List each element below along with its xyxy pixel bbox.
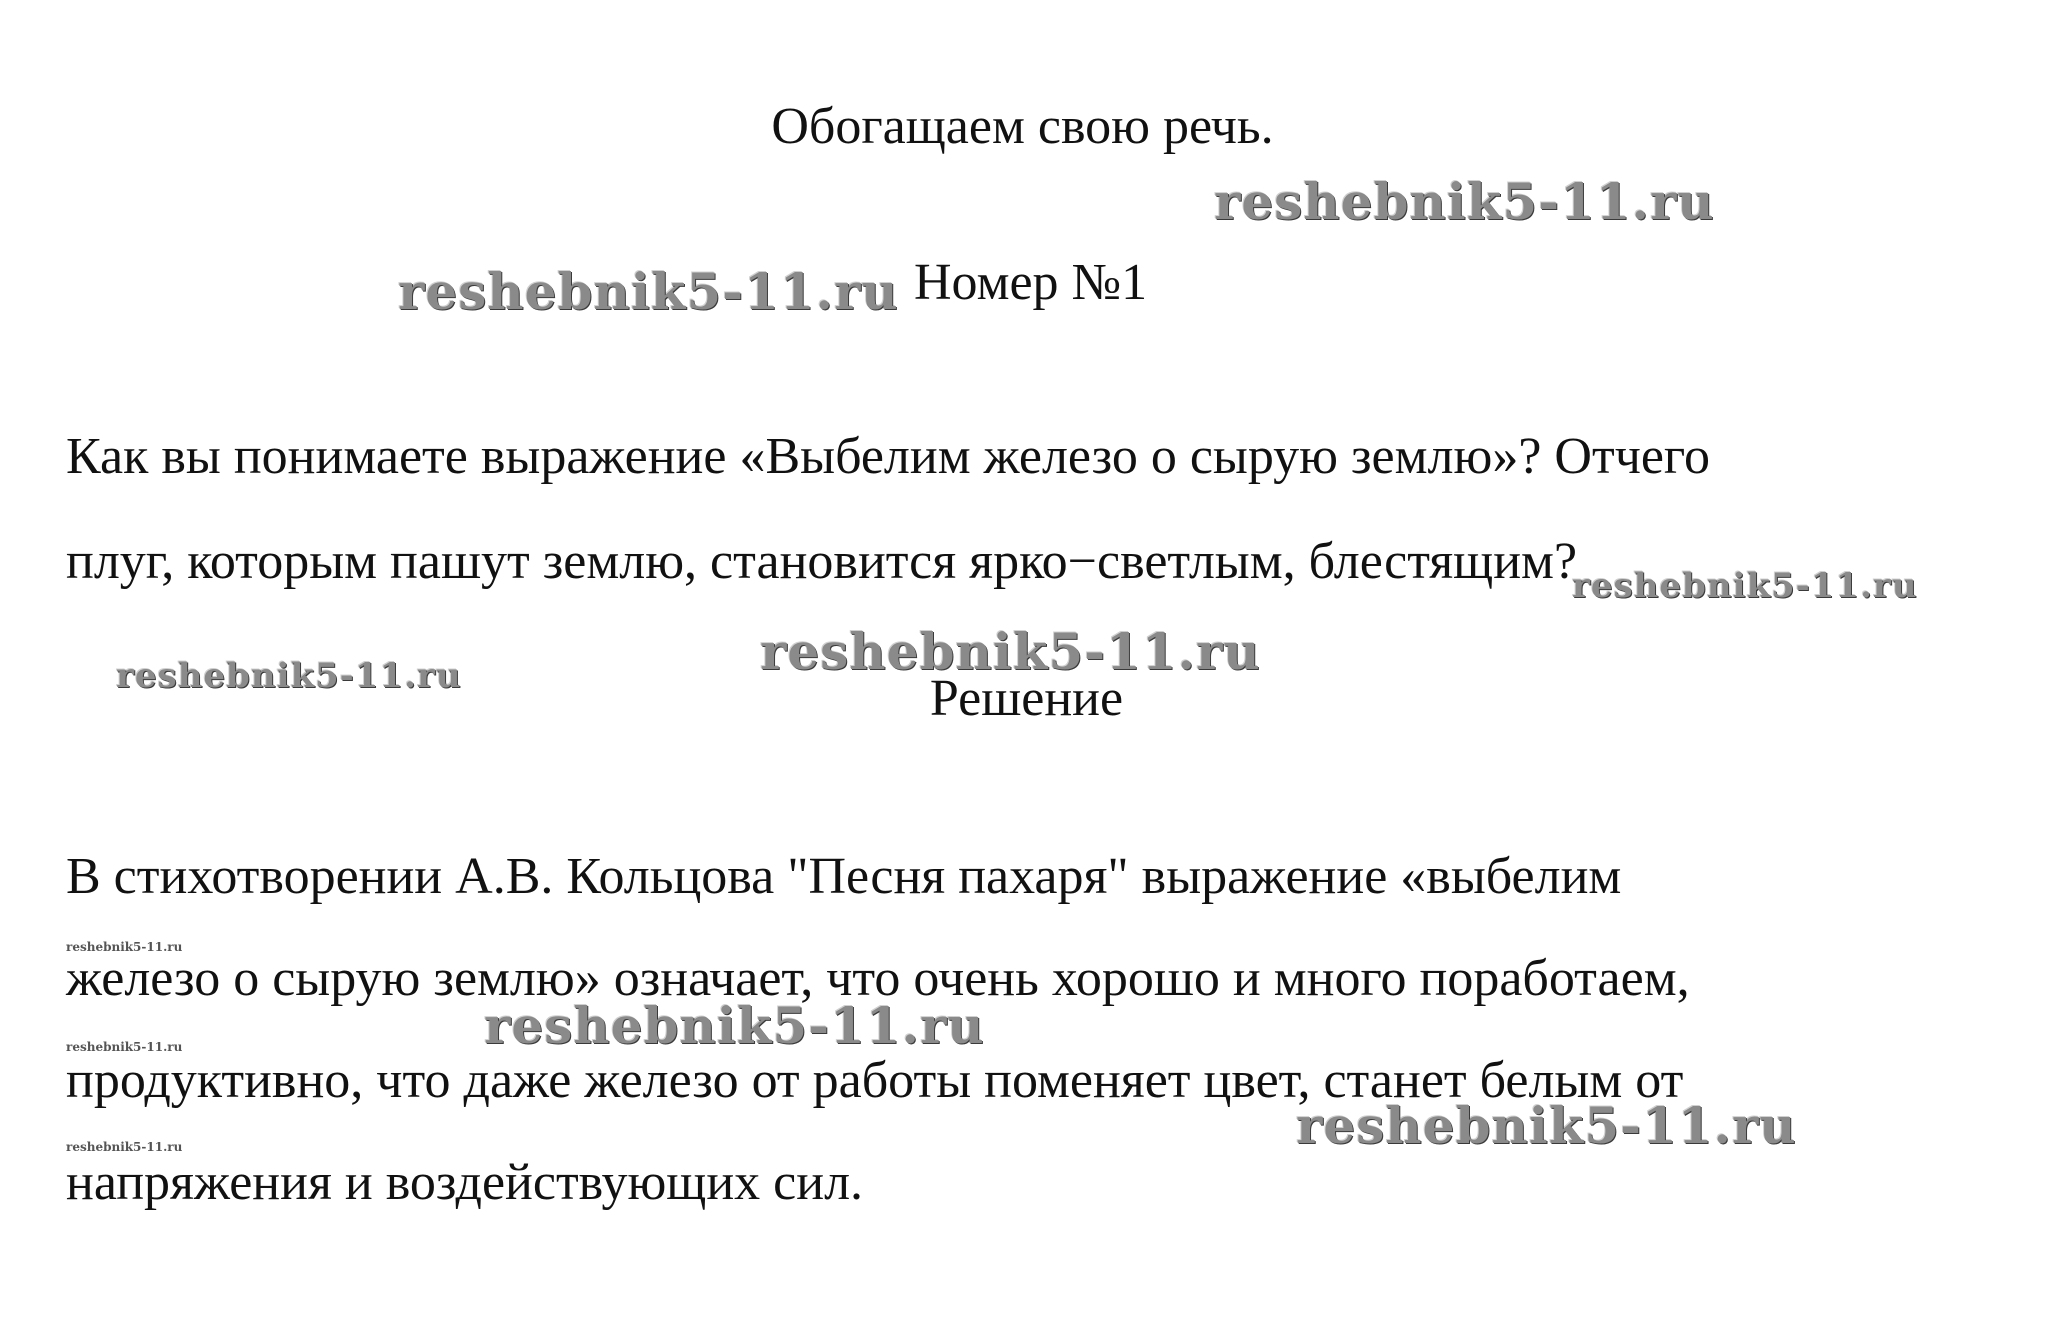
watermark: reshebnik5-11.ru — [760, 622, 1261, 681]
answer-text — [66, 826, 1690, 1234]
answer-line: железо о сырую землю» означает, что очень хорошо и много поработаем, — [66, 950, 1690, 1007]
watermark: reshebnik5-11.ru — [66, 1140, 183, 1154]
answer-line: продуктивно, что даже железо от работы поменяет цвет, станет белым от — [66, 1052, 1684, 1109]
exercise-number: Номер №1 — [914, 254, 1148, 311]
solution-heading: Решение — [929, 670, 1124, 727]
watermark: reshebnik5-11.ru — [116, 656, 462, 696]
question-line: Как вы понимаете выражение «Выбелим железо о сырую землю»? Отчего — [66, 428, 1710, 485]
answer-line: В стихотворении А.В. Кольцова "Песня пахаря" выражение «выбелим — [66, 848, 1622, 905]
watermark: reshebnik5-11.ru — [398, 262, 899, 321]
question-text — [66, 404, 1710, 614]
question-line: плуг, которым пашут землю, становится ярко−светлым, блестящим? — [66, 533, 1578, 590]
watermark: reshebnik5-11.ru — [1214, 172, 1715, 231]
page-title: Обогащаем свою речь. — [771, 98, 1274, 155]
watermark: reshebnik5-11.ru — [1296, 1096, 1797, 1155]
watermark: reshebnik5-11.ru — [1572, 566, 1918, 606]
watermark: reshebnik5-11.ru — [66, 1040, 183, 1054]
watermark: reshebnik5-11.ru — [484, 996, 985, 1055]
answer-line: напряжения и воздействующих сил. — [66, 1154, 864, 1211]
watermark: reshebnik5-11.ru — [66, 940, 183, 954]
